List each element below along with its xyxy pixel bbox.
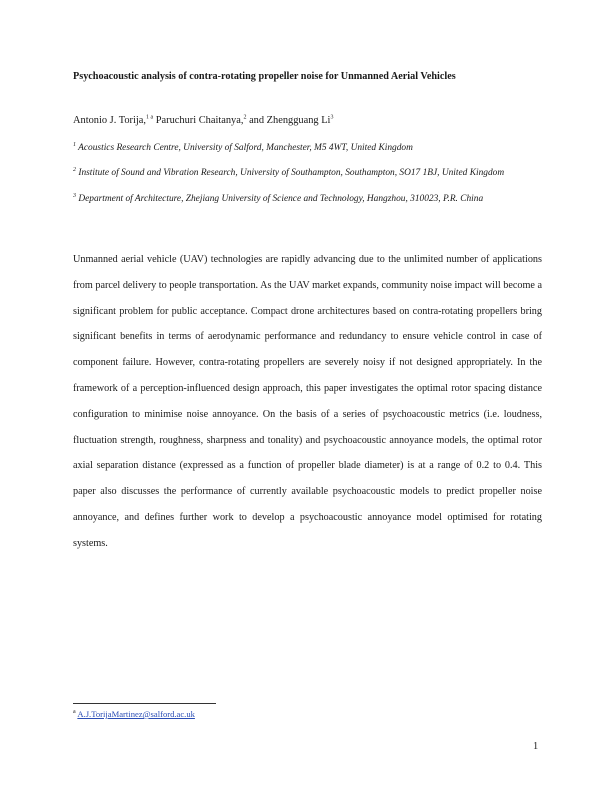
- affiliation-2: [73, 168, 504, 178]
- author-torija-affiliation-mark: 1 a: [145, 114, 154, 121]
- affiliation-3: [73, 194, 483, 204]
- corresponding-email-link[interactable]: A.J.TorijaMartinez@salford.ac.uk: [77, 709, 195, 719]
- author-torija: Antonio J. Torija,: [73, 115, 146, 126]
- author-list: [73, 115, 333, 126]
- author-chaitanya-affiliation-mark: 2: [243, 114, 247, 121]
- footnote-divider: [73, 703, 216, 704]
- paper-title: Psychoacoustic analysis of contra-rotating propeller noise for Unmanned Aerial Vehicles: [73, 71, 456, 82]
- affiliation-3-text: Department of Architecture, Zhejiang University of Science and Technology, Hangzhou, 310023, P.R. China: [76, 194, 484, 204]
- footnote-mark: a: [73, 709, 76, 716]
- affiliation-1: [73, 143, 413, 153]
- affiliation-2-text: Institute of Sound and Vibration Research, University of Southampton, Southampton, SO17 1BJ, United Kingdom: [76, 168, 505, 178]
- affiliation-2-mark: 2: [73, 166, 76, 173]
- affiliation-1-mark: 1: [73, 141, 76, 148]
- affiliation-1-text: Acoustics Research Centre, University of Salford, Manchester, M5 4WT, United Kingdom: [76, 143, 413, 153]
- affiliation-3-mark: 3: [73, 192, 76, 199]
- page-number: 1: [533, 741, 539, 752]
- author-chaitanya: Paruchuri Chaitanya,: [153, 115, 244, 126]
- abstract-paragraph: Unmanned aerial vehicle (UAV) technologies are rapidly advancing due to the unlimited number of applications from parcel delivery to people transportation. As the UAV market expands, community noise impact will become a significant problem for public acceptance. Compact drone architectures based on contra-rotating propellers bring significant benefits in terms of aerodynamic performance and redundancy to ensure vehicle control in case of component failure. However, contra-rotating propellers are severely noisy if not designed appropriately. In the framework of a perception-influenced design approach, this paper investigates the optimal rotor spacing distance configuration to minimise noise annoyance. On the basis of a series of psychoacoustic metrics (i.e. loudness, fluctuation strength, roughness, sharpness and tonality) and psychoacoustic annoyance models, the optimal rotor axial separation distance (expressed as a function of propeller blade diameter) is at a range of 0.2 to 0.4. This paper also discusses the performance of currently available psychoacoustic models to predict propeller noise annoyance, and defines further work to develop a psychoacoustic annoyance model optimised for rotating systems.: [73, 254, 542, 549]
- author-li-affiliation-mark: 3: [330, 114, 334, 121]
- author-li: and Zhengguang Li: [246, 115, 331, 126]
- footnote: [73, 709, 195, 719]
